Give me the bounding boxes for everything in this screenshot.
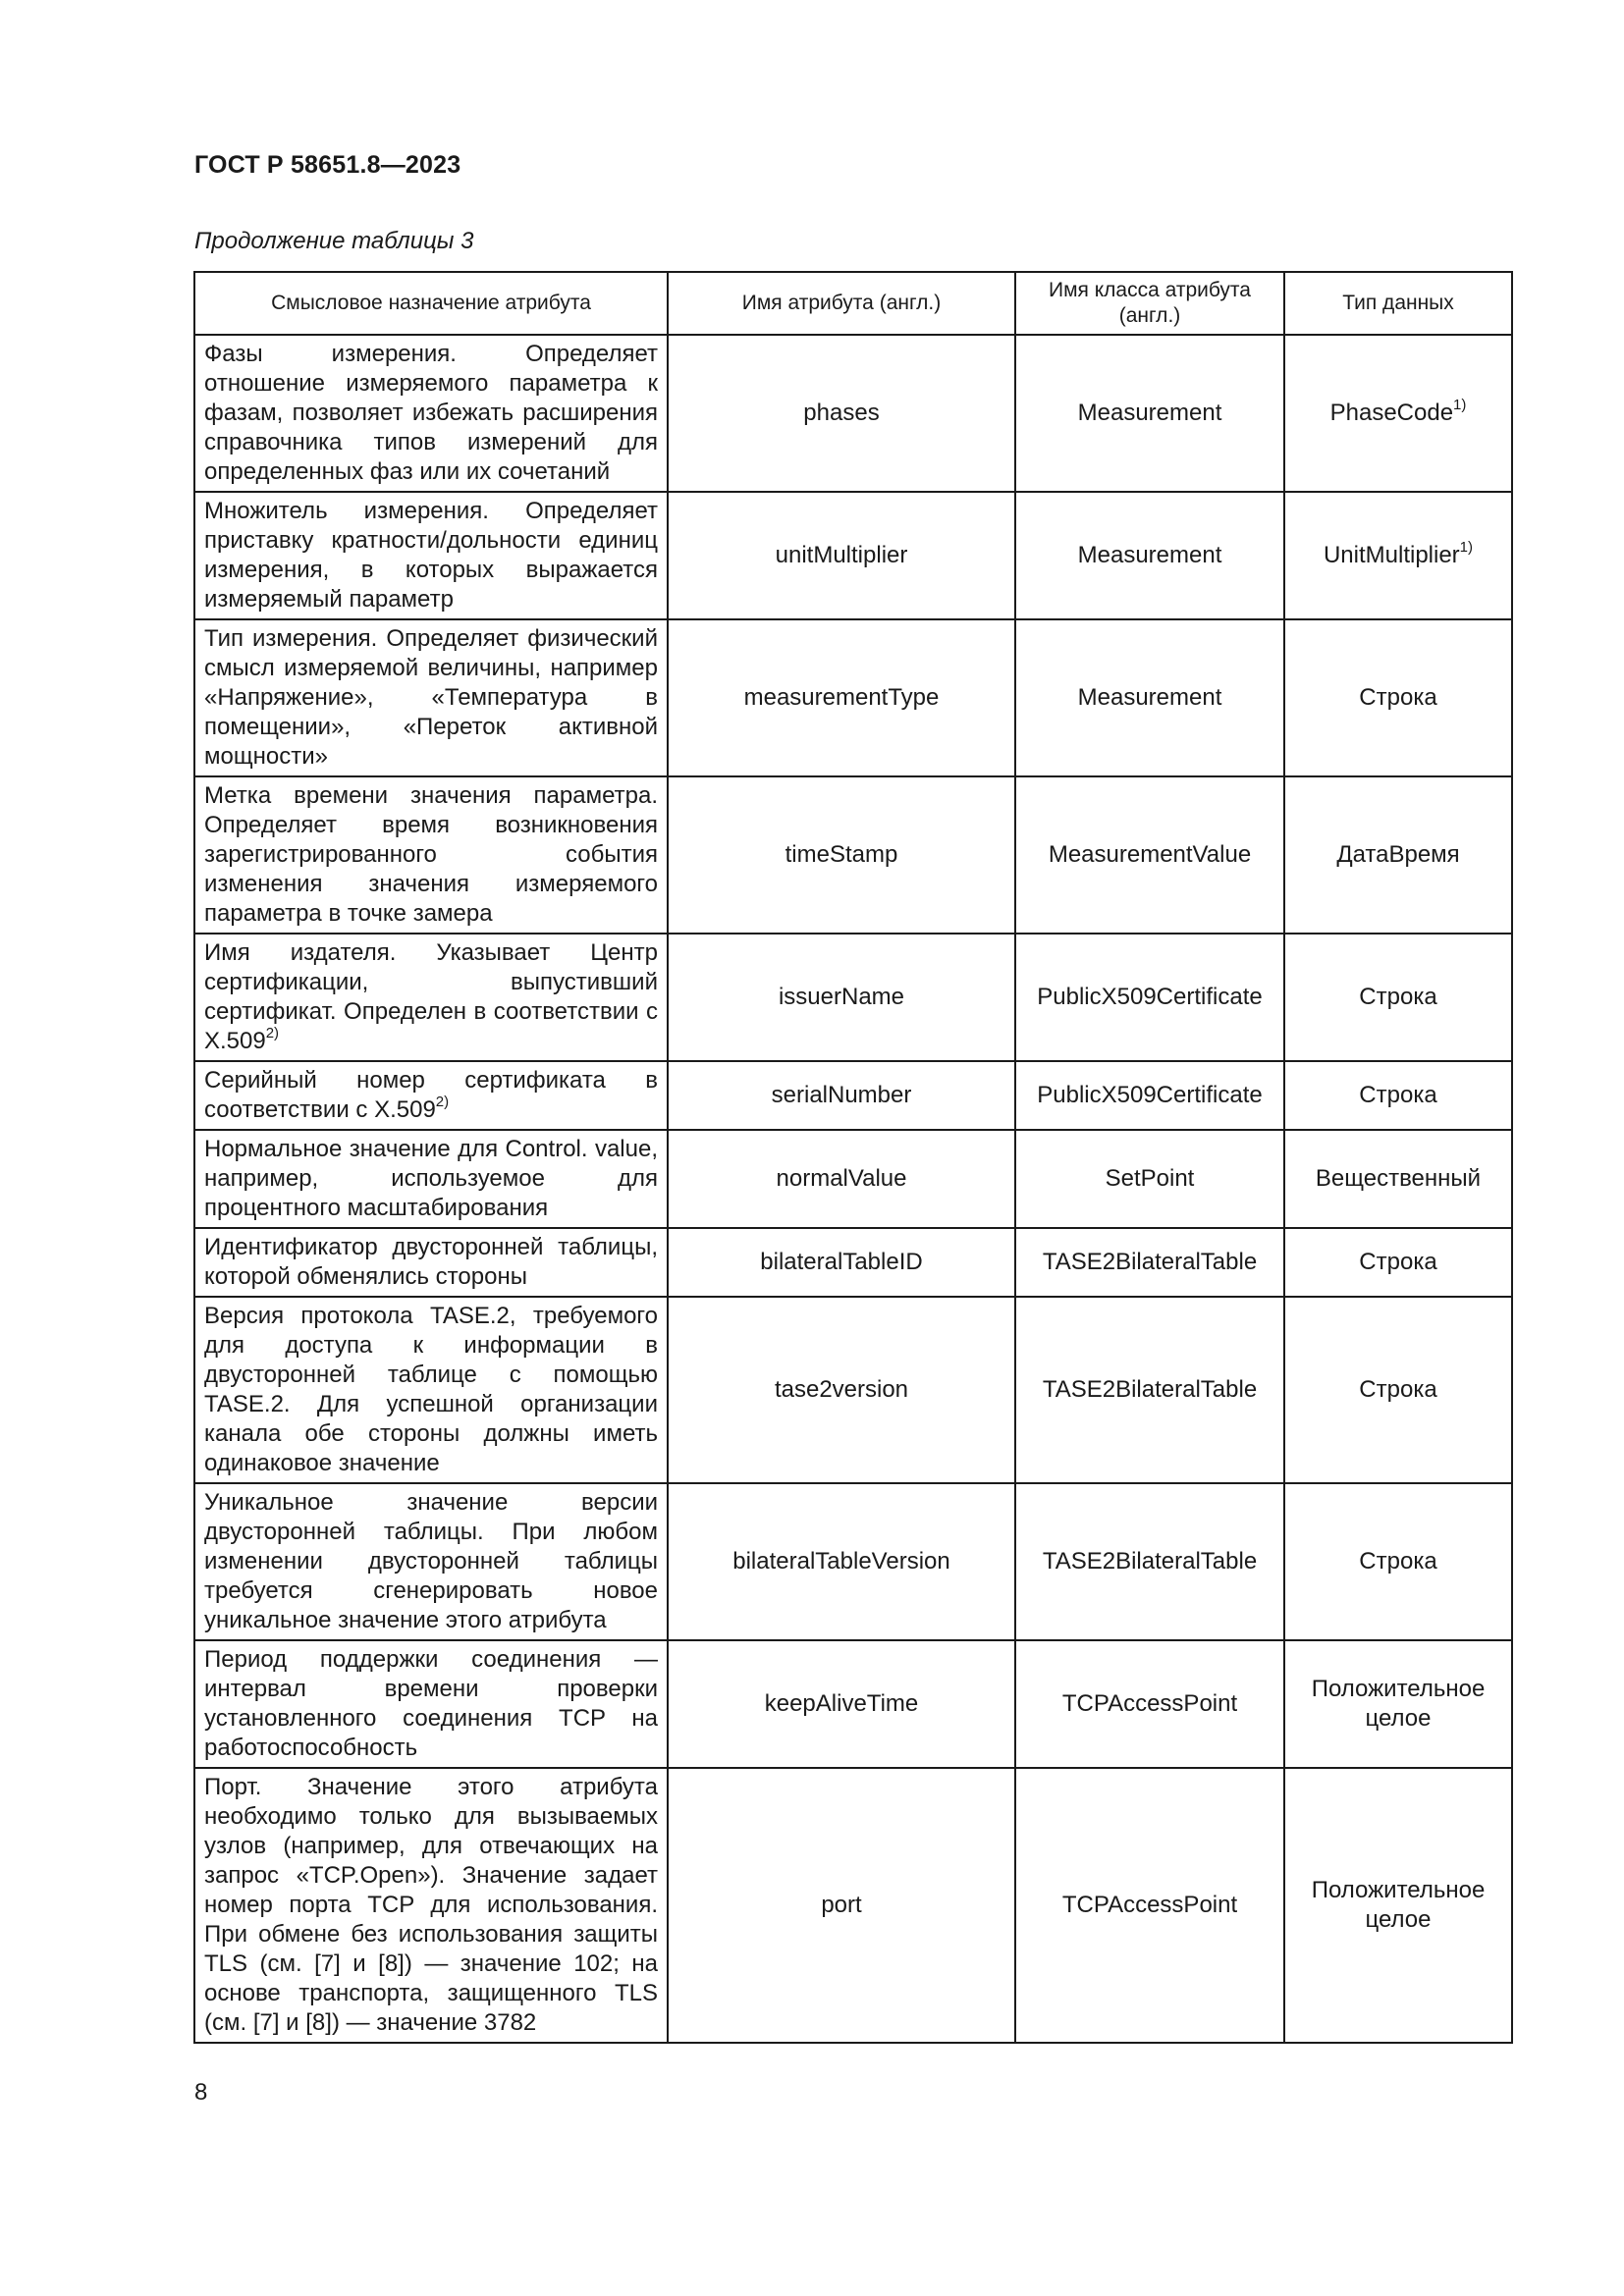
footnote-marker: 1) bbox=[1459, 539, 1474, 556]
purpose-text: Множитель измерения. Определяет приставку кратности/дольности единиц измерения, в которых выражается измеряемый параметр bbox=[204, 498, 658, 613]
cell-attribute-name: normalValue bbox=[668, 1130, 1015, 1228]
column-header-purpose: Смысловое назначение атрибута bbox=[194, 272, 668, 335]
cell-class-name: MeasurementValue bbox=[1015, 776, 1284, 934]
footnote-marker: 2) bbox=[265, 1025, 280, 1041]
cell-class-name: TASE2BilateralTable bbox=[1015, 1483, 1284, 1640]
cell-attribute-name: unitMultiplier bbox=[668, 492, 1015, 619]
purpose-text: Имя издателя. Указывает Центр сертификации, выпустивший сертификат. Определен в соответствии с X.509 bbox=[204, 939, 658, 1054]
data-type-text: Строка bbox=[1359, 1082, 1437, 1108]
table-row bbox=[194, 1483, 1512, 1640]
cell-purpose bbox=[194, 934, 668, 1061]
cell-data-type bbox=[1284, 934, 1512, 1061]
purpose-text: Фазы измерения. Определяет отношение измеряемого параметра к фазам, позволяет избежать расширения справочника типов измерений для определенных фаз или их сочетаний bbox=[204, 341, 658, 485]
cell-purpose bbox=[194, 335, 668, 492]
cell-class-name: Measurement bbox=[1015, 619, 1284, 776]
cell-class-name: Measurement bbox=[1015, 335, 1284, 492]
table-row bbox=[194, 1130, 1512, 1228]
cell-class-name: SetPoint bbox=[1015, 1130, 1284, 1228]
cell-class-name: TCPAccessPoint bbox=[1015, 1640, 1284, 1768]
cell-purpose bbox=[194, 1061, 668, 1130]
cell-purpose bbox=[194, 776, 668, 934]
data-type-text: Строка bbox=[1359, 684, 1437, 711]
footnote-marker: 2) bbox=[435, 1094, 450, 1110]
cell-attribute-name: bilateralTableID bbox=[668, 1228, 1015, 1297]
cell-data-type bbox=[1284, 1640, 1512, 1768]
cell-purpose bbox=[194, 1483, 668, 1640]
column-header-data-type: Тип данных bbox=[1284, 272, 1512, 335]
cell-attribute-name: measurementType bbox=[668, 619, 1015, 776]
cell-class-name: TASE2BilateralTable bbox=[1015, 1228, 1284, 1297]
table-row bbox=[194, 934, 1512, 1061]
table-caption: Продолжение таблицы 3 bbox=[194, 228, 474, 254]
footnote-marker: 1) bbox=[1453, 397, 1467, 413]
column-header-class-name: Имя класса атрибута (англ.) bbox=[1015, 272, 1284, 335]
cell-attribute-name: bilateralTableVersion bbox=[668, 1483, 1015, 1640]
cell-purpose bbox=[194, 492, 668, 619]
cell-purpose bbox=[194, 1640, 668, 1768]
table-row bbox=[194, 1228, 1512, 1297]
cell-attribute-name: port bbox=[668, 1768, 1015, 2043]
purpose-text: Тип измерения. Определяет физический смысл измеряемой величины, например «Напряжение», «Температура в помещении», «Переток активной мощности» bbox=[204, 625, 658, 770]
data-type-text: UnitMultiplier bbox=[1323, 542, 1460, 568]
purpose-text: Период поддержки соединения — интервал времени проверки установленного соединения TCP на работоспособность bbox=[204, 1646, 658, 1761]
data-type-text: Строка bbox=[1359, 1249, 1437, 1275]
data-type-text: Вещественный bbox=[1315, 1165, 1482, 1192]
cell-purpose bbox=[194, 1130, 668, 1228]
cell-data-type bbox=[1284, 619, 1512, 776]
table-row bbox=[194, 1061, 1512, 1130]
cell-class-name: TCPAccessPoint bbox=[1015, 1768, 1284, 2043]
cell-data-type bbox=[1284, 492, 1512, 619]
data-type-text: Положительное целое bbox=[1311, 1877, 1486, 1933]
page-number: 8 bbox=[194, 2079, 208, 2106]
cell-attribute-name: phases bbox=[668, 335, 1015, 492]
table-row bbox=[194, 335, 1512, 492]
data-type-text: Строка bbox=[1359, 1376, 1437, 1403]
cell-class-name: Measurement bbox=[1015, 492, 1284, 619]
table-header-row bbox=[194, 272, 1512, 335]
cell-data-type bbox=[1284, 1130, 1512, 1228]
table-row bbox=[194, 776, 1512, 934]
cell-data-type bbox=[1284, 1768, 1512, 2043]
table-row bbox=[194, 1640, 1512, 1768]
data-type-text: Строка bbox=[1359, 984, 1437, 1010]
data-type-text: Строка bbox=[1359, 1548, 1437, 1575]
purpose-text: Уникальное значение версии двусторонней таблицы. При любом изменении двусторонней таблицы требуется сгенерировать новое уникальное значение этого атрибута bbox=[204, 1489, 658, 1633]
purpose-text: Версия протокола TASE.2, требуемого для доступа к информации в двусторонней таблице с помощью TASE.2. Для успешной организации канала обе стороны должны иметь одинаковое значение bbox=[204, 1303, 658, 1476]
cell-data-type bbox=[1284, 335, 1512, 492]
cell-attribute-name: issuerName bbox=[668, 934, 1015, 1061]
purpose-text: Нормальное значение для Control. value, например, используемое для процентного масштабирования bbox=[204, 1136, 658, 1221]
table-row bbox=[194, 492, 1512, 619]
cell-attribute-name: serialNumber bbox=[668, 1061, 1015, 1130]
cell-purpose bbox=[194, 1228, 668, 1297]
cell-data-type bbox=[1284, 1061, 1512, 1130]
cell-class-name: PublicX509Certificate bbox=[1015, 934, 1284, 1061]
data-type-text: Положительное целое bbox=[1311, 1676, 1486, 1732]
data-type-text: PhaseCode bbox=[1329, 400, 1454, 426]
purpose-text: Идентификатор двусторонней таблицы, которой обменялись стороны bbox=[204, 1234, 658, 1290]
cell-purpose bbox=[194, 1297, 668, 1483]
cell-data-type bbox=[1284, 1297, 1512, 1483]
cell-attribute-name: timeStamp bbox=[668, 776, 1015, 934]
table-row bbox=[194, 619, 1512, 776]
cell-attribute-name: tase2version bbox=[668, 1297, 1015, 1483]
data-type-text: ДатаВремя bbox=[1336, 841, 1460, 868]
attributes-table bbox=[193, 271, 1513, 2044]
document-id: ГОСТ Р 58651.8—2023 bbox=[194, 151, 461, 179]
purpose-text: Серийный номер сертификата в соответствии с X.509 bbox=[204, 1067, 658, 1123]
cell-class-name: PublicX509Certificate bbox=[1015, 1061, 1284, 1130]
cell-purpose bbox=[194, 1768, 668, 2043]
column-header-attribute-name: Имя атрибута (англ.) bbox=[668, 272, 1015, 335]
table-row bbox=[194, 1297, 1512, 1483]
cell-attribute-name: keepAliveTime bbox=[668, 1640, 1015, 1768]
cell-purpose bbox=[194, 619, 668, 776]
table-body bbox=[194, 335, 1512, 2043]
cell-data-type bbox=[1284, 1228, 1512, 1297]
cell-class-name: TASE2BilateralTable bbox=[1015, 1297, 1284, 1483]
table-row bbox=[194, 1768, 1512, 2043]
purpose-text: Метка времени значения параметра. Определяет время возникновения зарегистрированного события изменения значения измеряемого параметра в точке замера bbox=[204, 782, 658, 927]
cell-data-type bbox=[1284, 776, 1512, 934]
cell-data-type bbox=[1284, 1483, 1512, 1640]
purpose-text: Порт. Значение этого атрибута необходимо только для вызываемых узлов (например, для отвечающих на запрос «TCP.Open»). Значение задает номер порта TCP для использования. При обмене без использования защиты TLS (см. [7] и [8]) — значение 102; на основе транспорта, защищенного TLS (см. [7] и [8]) — значение 3782 bbox=[204, 1774, 658, 2036]
